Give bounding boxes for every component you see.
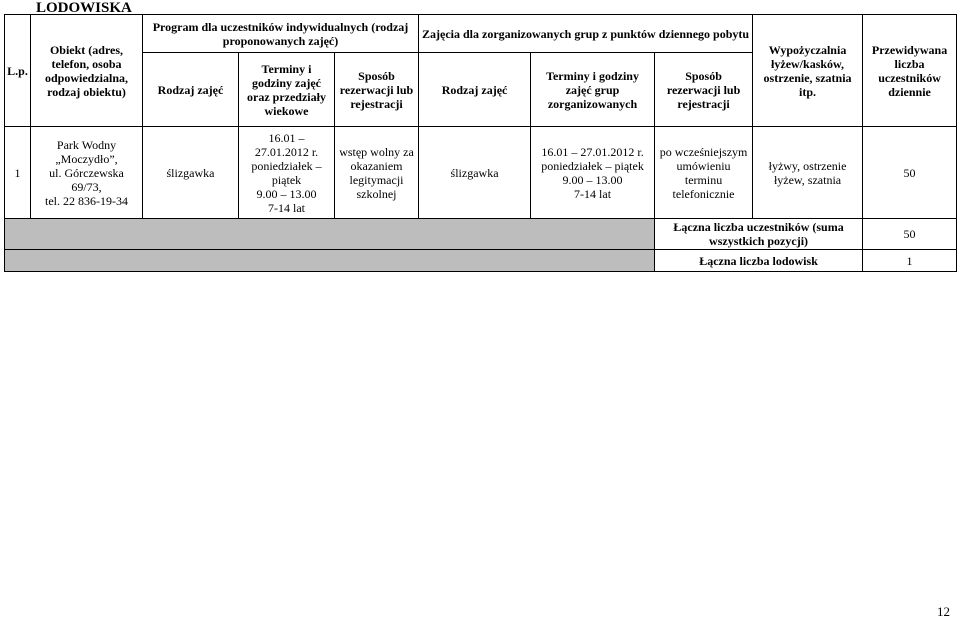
row-sposob-indywidualne: wstęp wolny za okazaniem legitymacji szkolnej [335,127,419,219]
header-sposob-grupy: Sposób rezerwacji lub rejestracji [655,53,753,127]
terminy-1-days: poniedziałek – piątek [251,158,322,187]
row-terminy-indywidualne [239,127,335,219]
row-obiekt [31,127,143,219]
row-rodzaj-grupy: ślizgawka [419,127,531,219]
summary-row-participants [5,219,957,250]
summary-row-rinks [5,250,957,272]
page-number: 12 [937,604,950,619]
header-rodzaj-zajec-grupy: Rodzaj zajęć [419,53,531,127]
document-title: LODOWISKA [36,0,132,16]
row-terminy-grupy [531,127,655,219]
terminy-1-dates: 16.01 – 27.01.2012 r. [254,130,319,159]
header-sposob-indywidualne: Sposób rezerwacji lub rejestracji [335,53,419,127]
header-lp: L.p. [5,15,31,127]
terminy-2-hours: 9.00 – 13.00 [562,172,623,187]
obiekt-phone: tel. 22 836-19-34 [45,193,128,208]
header-terminy-grupy: Terminy i godziny zajęć grup zorganizowanych [531,53,655,127]
terminy-2-dates: 16.01 – 27.01.2012 r. [541,144,644,159]
obiekt-address: ul. Górczewska 69/73, [49,165,124,194]
header-program-grupy: Zajęcia dla zorganizowanych grup z punktów dziennego pobytu [419,15,753,53]
header-rodzaj-zajec-indywidualne: Rodzaj zajęć [143,53,239,127]
terminy-1-hours: 9.00 – 13.00 [256,186,317,201]
header-wypozyczalnia: Wypożyczalnia łyżew/kasków, ostrzenie, szatnia itp. [753,15,863,127]
terminy-2-age: 7-14 lat [574,186,612,201]
row-sposob-grupy: po wcześniejszym umówieniu terminu telefonicznie [655,127,753,219]
terminy-2-days: poniedziałek – piątek [541,158,644,173]
header-program-indywidualny: Program dla uczestników indywidualnych (rodzaj proponowanych zajęć) [143,15,419,53]
obiekt-name: Park Wodny „Moczydło”, [55,137,118,166]
row-lp: 1 [5,127,31,219]
row-przewidywana: 50 [863,127,957,219]
header-row-top [5,15,957,53]
row-wypozyczalnia: łyżwy, ostrzenie łyżew, szatnia [753,127,863,219]
header-terminy-indywidualne: Terminy i godziny zajęć oraz przedziały wiekowe [239,53,335,127]
summary-participants-value: 50 [863,219,957,250]
row-rodzaj-indywidualne: ślizgawka [143,127,239,219]
summary-rinks-value: 1 [863,250,957,272]
summary-participants-label: Łączna liczba uczestników (suma wszystkich pozycji) [655,219,863,250]
summary-rinks-label: Łączna liczba lodowisk [655,250,863,272]
terminy-1-age: 7-14 lat [268,200,305,215]
header-przewidywana: Przewidywana liczba uczestników dziennie [863,15,957,127]
rinks-table [4,14,957,272]
header-obiekt: Obiekt (adres, telefon, osoba odpowiedzialna, rodzaj obiektu) [31,15,143,127]
table-row [5,127,957,219]
summary-filler-2 [5,250,655,272]
summary-filler [5,219,655,250]
